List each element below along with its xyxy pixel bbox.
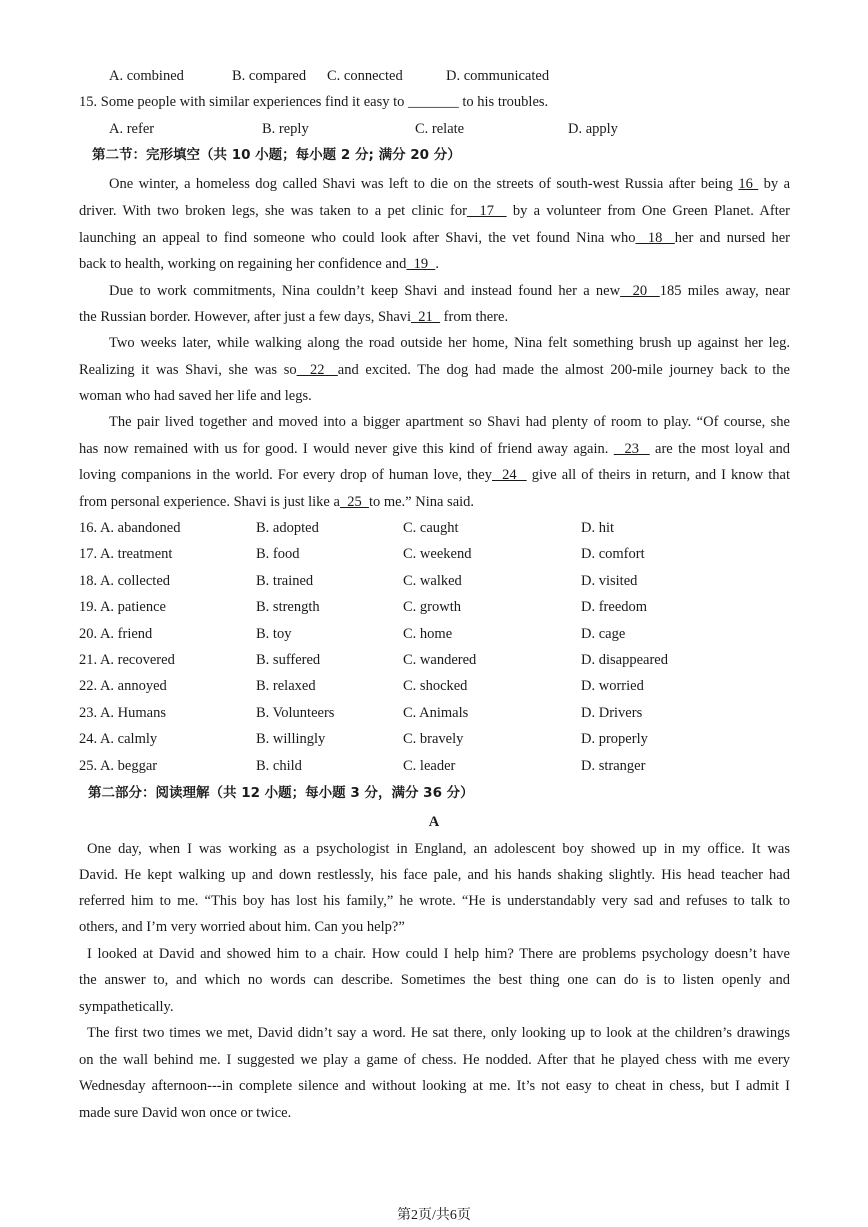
- section-heading-reading: 第二部分：阅读理解（共 12 小题；每小题 3 分，满分 36 分）: [88, 785, 474, 801]
- cloze-blank: 17: [466, 203, 507, 219]
- cloze-line: [79, 465, 790, 485]
- cloze-text: to me.” Nina said.: [368, 494, 475, 510]
- cloze-line: [79, 307, 790, 327]
- cloze-blank: 20: [620, 283, 660, 299]
- cloze-question-option-d: D. hit: [581, 520, 615, 536]
- cloze-text: Realizing it was Shavi, she was so: [79, 362, 297, 378]
- cloze-question-option-d: D. cage: [581, 625, 626, 642]
- cloze-question-option-b: B. toy: [256, 625, 292, 642]
- cloze-question-option-b: B. child: [256, 757, 302, 774]
- cloze-text: and excited. The dog had made the almost 200-mile journey back to the: [337, 362, 790, 378]
- section-heading-cloze: 第二节：完形填空（共 10 小题；每小题 2 分; 满分 20 分）: [92, 147, 461, 163]
- cloze-question-option-b: B. trained: [256, 572, 314, 589]
- cloze-line: [79, 386, 790, 406]
- cloze-text: .: [435, 256, 439, 272]
- cloze-question-option-a: 18. A. collected: [79, 572, 171, 589]
- passage-line: David. He kept walking up and down restlessly, his face pale, and his hands shaking slightly. His head teacher had: [79, 867, 790, 883]
- cloze-question-option-c: C. home: [403, 625, 453, 642]
- cloze-question-option-c: C. leader: [403, 757, 456, 774]
- q15-option-c: C. relate: [415, 121, 465, 137]
- cloze-text: by a volunteer from One Green Planet. After: [506, 203, 791, 219]
- cloze-text: 185 miles away, near: [659, 283, 790, 299]
- cloze-text: Two weeks later, while walking along the road outside her home, Nina felt something brush up against her leg.: [109, 335, 790, 351]
- cloze-question-option-a: 16. A. abandoned: [79, 520, 181, 536]
- cloze-text: by a: [758, 176, 791, 192]
- q14-option-d: D. communicated: [446, 68, 550, 84]
- cloze-question-option-a: 19. A. patience: [79, 599, 166, 616]
- cloze-text: back to health, working on regaining her confidence and: [79, 256, 407, 272]
- cloze-question-option-a: 22. A. annoyed: [79, 678, 167, 695]
- passage-line: One day, when I was working as a psychologist in England, an adolescent boy showed up in my office. It was: [87, 841, 790, 857]
- cloze-question-option-d: D. visited: [581, 572, 638, 589]
- cloze-question-option-c: C. growth: [403, 599, 461, 616]
- cloze-question-option-c: C. weekend: [403, 546, 472, 563]
- cloze-question-option-c: C. caught: [403, 520, 459, 536]
- cloze-text: woman who had saved her life and legs.: [79, 388, 312, 404]
- cloze-question-option-d: D. Drivers: [581, 704, 643, 721]
- cloze-text: driver. With two broken legs, she was taken to a pet clinic for: [79, 203, 467, 219]
- cloze-text: from there.: [440, 309, 509, 325]
- cloze-question-option-d: D. properly: [581, 731, 648, 748]
- cloze-line: [109, 174, 790, 194]
- cloze-text: launching an appeal to find someone who could look after Shavi, the vet found Nina who: [79, 230, 636, 246]
- q15-option-b: B. reply: [262, 121, 309, 137]
- cloze-text: The pair lived together and moved into a bigger apartment so Shavi had plenty of room to play. “Of course, she: [109, 414, 790, 430]
- q14-option-b: B. compared: [232, 68, 307, 84]
- cloze-question-option-b: B. food: [256, 546, 300, 563]
- cloze-question-option-c: C. Animals: [403, 704, 469, 721]
- q15-option-a: A. refer: [109, 121, 155, 137]
- cloze-text: One winter, a homeless dog called Shavi was left to die on the streets of south-west Russia after being: [109, 176, 739, 192]
- cloze-question-option-b: B. strength: [256, 599, 320, 616]
- cloze-line: [109, 333, 790, 353]
- passage-line: made sure David won once or twice.: [79, 1105, 292, 1121]
- cloze-line: [79, 492, 790, 512]
- cloze-question-option-a: 25. A. beggar: [79, 757, 158, 774]
- cloze-text: from personal experience. Shavi is just like a: [79, 494, 340, 510]
- cloze-blank: 18: [635, 230, 675, 246]
- passage-label: A: [428, 814, 440, 830]
- cloze-blank: 21: [411, 309, 441, 325]
- passage-line: Wednesday afternoon---in complete silence and without looking at me. It’s not easy to cheat in chess, but I admit I: [79, 1078, 790, 1094]
- cloze-blank: 24: [492, 467, 527, 483]
- cloze-line: [79, 439, 790, 459]
- q14-option-c: C. connected: [327, 68, 403, 84]
- cloze-question-option-a: 24. A. calmly: [79, 731, 158, 748]
- cloze-text: loving companions in the world. For every drop of human love, they: [79, 467, 492, 483]
- cloze-question-option-a: 17. A. treatment: [79, 546, 173, 563]
- cloze-question-option-d: D. disappeared: [581, 652, 668, 668]
- page-number: 第2页/共6页: [397, 1208, 471, 1223]
- cloze-question-option-b: B. Volunteers: [256, 704, 335, 721]
- cloze-line: [79, 360, 790, 380]
- cloze-question-option-c: C. wandered: [403, 652, 477, 668]
- cloze-question-option-b: B. relaxed: [256, 678, 316, 695]
- q15-stem: 15. Some people with similar experiences find it easy to _______ to his troubles.: [79, 94, 549, 110]
- cloze-question-option-d: D. worried: [581, 678, 644, 695]
- cloze-text: her and nursed her: [674, 230, 791, 246]
- cloze-text: the Russian border. However, after just a few days, Shavi: [79, 309, 412, 325]
- passage-line: referred him to me. “This boy has lost his family,” he wrote. “He is understandably very sad and refuses to talk to: [79, 893, 790, 909]
- cloze-line: [109, 281, 790, 301]
- cloze-question-option-a: 20. A. friend: [79, 625, 153, 642]
- cloze-line: [79, 201, 790, 221]
- q14-option-a: A. combined: [109, 68, 184, 84]
- cloze-text: give all of theirs in return, and I know that: [526, 467, 791, 483]
- cloze-blank: 25: [339, 494, 369, 510]
- passage-line: the answer to, and which no words can describe. Sometimes the best thing one can do is to listen openly and: [79, 972, 790, 988]
- passage-line: The first two times we met, David didn’t say a word. He sat there, only looking up to look at the children’s drawings: [87, 1025, 790, 1041]
- cloze-text: Due to work commitments, Nina couldn’t keep Shavi and instead found her a new: [109, 283, 621, 299]
- passage-line: on the wall behind me. I suggested we play a game of chess. He nodded. After that he played chess with me every: [79, 1052, 790, 1068]
- cloze-question-option-c: C. bravely: [403, 731, 464, 748]
- cloze-question-option-d: D. stranger: [581, 757, 646, 774]
- cloze-line: [109, 412, 790, 432]
- cloze-blank: 22: [296, 362, 338, 378]
- cloze-line: [79, 254, 790, 274]
- cloze-text: are the most loyal and: [649, 441, 791, 457]
- cloze-question-option-c: C. shocked: [403, 678, 468, 695]
- passage-line: others, and I’m very worried about him. Can you help?”: [79, 919, 405, 935]
- cloze-question-option-b: B. willingly: [256, 731, 326, 748]
- cloze-question-option-d: D. freedom: [581, 599, 648, 616]
- cloze-blank: 16: [738, 176, 759, 192]
- cloze-text: has now remained with us for good. I would never give this kind of friend away again.: [79, 441, 614, 457]
- q15-option-d: D. apply: [568, 121, 618, 137]
- cloze-question-option-b: B. suffered: [256, 652, 321, 668]
- passage-line: I looked at David and showed him to a chair. How could I help him? There are problems psychology doesn’t have: [87, 946, 790, 962]
- cloze-question-option-a: 21. A. recovered: [79, 652, 175, 668]
- cloze-line: [79, 228, 790, 248]
- cloze-question-option-c: C. walked: [403, 572, 462, 589]
- cloze-question-option-d: D. comfort: [581, 546, 645, 563]
- passage-line: sympathetically.: [79, 999, 174, 1015]
- cloze-question-option-a: 23. A. Humans: [79, 704, 166, 721]
- cloze-question-option-b: B. adopted: [256, 520, 319, 536]
- cloze-blank: 23: [613, 441, 650, 457]
- cloze-blank: 19: [406, 256, 436, 272]
